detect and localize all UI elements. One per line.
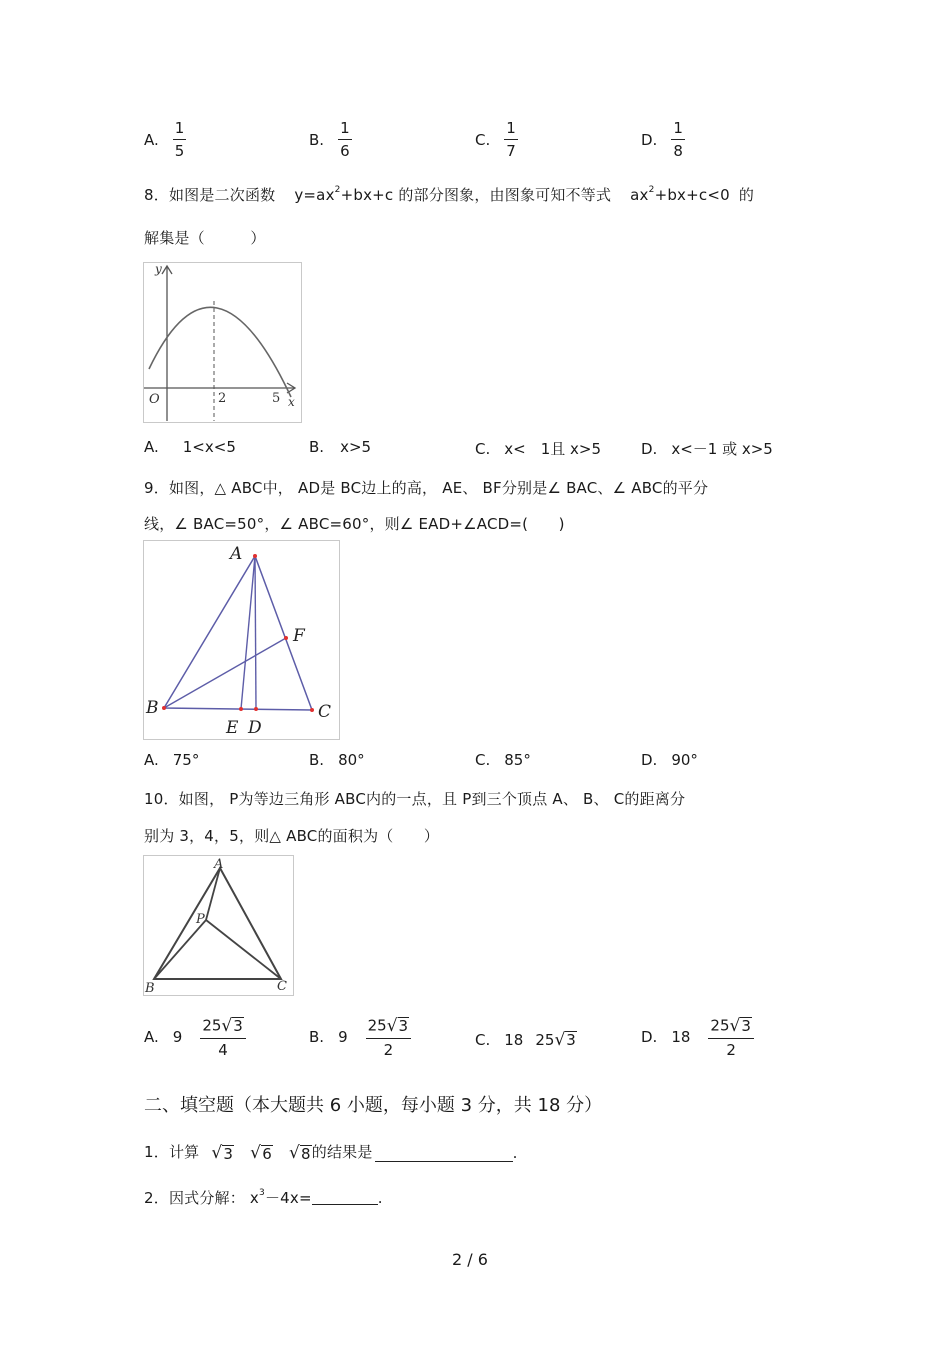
triangle-abc bbox=[164, 556, 312, 710]
fill1-prefix: 1．计算 bbox=[144, 1143, 200, 1161]
option-text: x<－1 或 x>5 bbox=[671, 440, 773, 458]
y-label: y bbox=[155, 263, 162, 276]
point-e bbox=[239, 707, 243, 711]
label-c: C bbox=[277, 979, 287, 994]
parabola-graph bbox=[144, 263, 301, 422]
radical-icon: √ bbox=[250, 1143, 262, 1163]
q8-option-a[interactable] bbox=[144, 438, 236, 456]
label-a: A bbox=[230, 544, 243, 564]
triangle-diagram bbox=[144, 541, 339, 739]
square-root bbox=[289, 1145, 312, 1163]
q8-text: 的部分图象，由图象可知不等式 bbox=[398, 186, 612, 204]
fill2-prefix: 2．因式分解： x bbox=[144, 1189, 259, 1207]
fill2-end: . bbox=[377, 1189, 383, 1207]
denominator: 2 bbox=[383, 1040, 394, 1059]
option-text: 85° bbox=[504, 751, 531, 769]
option-text: 75° bbox=[172, 751, 200, 769]
x-label: x bbox=[288, 395, 295, 409]
coefficient: 25 bbox=[710, 1016, 730, 1035]
radical-icon: √ bbox=[386, 1015, 398, 1036]
numerator: 1 bbox=[504, 121, 518, 140]
square-root bbox=[730, 1017, 752, 1035]
page-number: 2 / 6 bbox=[452, 1250, 488, 1269]
q10-option-b[interactable] bbox=[309, 1017, 411, 1058]
option-label: C. bbox=[475, 1031, 491, 1049]
denominator: 7 bbox=[506, 142, 516, 160]
equilateral-triangle-diagram bbox=[144, 856, 293, 995]
q8-formula: +bx+c<0 bbox=[654, 186, 730, 204]
bisector-bf bbox=[164, 638, 286, 708]
option-label: A. bbox=[144, 131, 159, 149]
label-a: A bbox=[214, 857, 224, 872]
q7-option-d[interactable] bbox=[641, 121, 685, 159]
option-label: C. bbox=[475, 131, 491, 149]
q8-option-d[interactable] bbox=[641, 438, 773, 459]
fraction bbox=[200, 1017, 245, 1058]
q8-text: 的 bbox=[738, 186, 755, 204]
option-label: D. bbox=[641, 1028, 658, 1047]
fraction bbox=[504, 121, 518, 159]
label-p: P bbox=[196, 912, 205, 927]
q8-stem-line1 bbox=[144, 184, 754, 205]
radicand: 3 bbox=[741, 1017, 751, 1035]
radical-icon: √ bbox=[221, 1015, 233, 1036]
segment-pb bbox=[154, 920, 206, 979]
origin-label: O bbox=[149, 392, 160, 407]
parabola-curve bbox=[149, 307, 291, 397]
fill-question-2 bbox=[144, 1187, 383, 1208]
radicand: 8 bbox=[301, 1144, 311, 1163]
bisector-ae bbox=[241, 556, 255, 709]
option-prefix: 18 bbox=[671, 1028, 691, 1047]
point-a bbox=[253, 554, 257, 558]
option-label: C. bbox=[475, 751, 491, 769]
option-label: D. bbox=[641, 131, 658, 149]
q10-option-c[interactable] bbox=[475, 1031, 577, 1049]
section-title-fill-blank: 二、填空题（本大题共 6 小题，每小题 3 分，共 18 分） bbox=[144, 1095, 603, 1116]
superscript: 2 bbox=[334, 185, 341, 195]
point-f bbox=[284, 636, 288, 640]
option-label: B. bbox=[309, 751, 325, 769]
point-b bbox=[162, 706, 166, 710]
fill1-suffix: 的结果是 bbox=[311, 1143, 373, 1161]
square-root bbox=[554, 1031, 576, 1049]
point-d bbox=[254, 707, 258, 711]
coefficient: 25 bbox=[535, 1031, 555, 1049]
label-d: D bbox=[248, 718, 262, 738]
fraction bbox=[708, 1017, 753, 1058]
coefficient: 25 bbox=[367, 1016, 387, 1035]
label-e: E bbox=[226, 718, 239, 738]
fraction bbox=[671, 121, 685, 159]
option-label: B. bbox=[309, 438, 325, 456]
q8-formula: ax bbox=[630, 186, 649, 204]
radical-icon: √ bbox=[729, 1015, 741, 1036]
option-label: C. bbox=[475, 439, 491, 458]
q8-option-c[interactable] bbox=[475, 438, 601, 459]
q7-option-b[interactable] bbox=[309, 121, 352, 159]
radicand: 3 bbox=[223, 1144, 234, 1163]
q9-option-d[interactable] bbox=[641, 751, 698, 769]
option-prefix: 9 bbox=[338, 1028, 348, 1047]
altitude-ad bbox=[255, 556, 256, 709]
q10-option-d[interactable] bbox=[641, 1017, 754, 1058]
radical-icon: √ bbox=[211, 1143, 223, 1163]
radical-icon: √ bbox=[554, 1029, 566, 1050]
q10-stem-line1: 10．如图， P为等边三角形 ABC内的一点，且 P到三个顶点 A、 B、 C的距离分 bbox=[144, 790, 686, 808]
q10-option-a[interactable] bbox=[144, 1017, 246, 1058]
option-text: 1<x<5 bbox=[182, 438, 236, 456]
label-b: B bbox=[145, 981, 155, 995]
square-root bbox=[221, 1017, 243, 1035]
label-c: C bbox=[318, 702, 332, 722]
q8-option-b[interactable] bbox=[309, 438, 371, 456]
superscript: 3 bbox=[259, 1188, 265, 1198]
numerator bbox=[708, 1017, 753, 1039]
q10-stem-line2: 别为 3，4，5，则△ ABC的面积为（ ） bbox=[144, 827, 440, 845]
q8-parabola-figure bbox=[143, 262, 302, 423]
fill-question-1 bbox=[144, 1141, 518, 1162]
option-text: x< 1且 x>5 bbox=[504, 440, 601, 458]
denominator: 5 bbox=[174, 142, 185, 160]
answer-blank[interactable] bbox=[375, 1161, 513, 1162]
denominator: 6 bbox=[340, 142, 350, 160]
option-prefix: 18 bbox=[504, 1031, 524, 1049]
coefficient: 25 bbox=[202, 1016, 222, 1035]
tick-label-2: 2 bbox=[218, 391, 227, 406]
superscript: 2 bbox=[648, 185, 655, 195]
option-label: A. bbox=[144, 438, 159, 456]
fill1-end: . bbox=[512, 1144, 518, 1162]
denominator: 2 bbox=[726, 1040, 736, 1059]
denominator: 4 bbox=[218, 1040, 228, 1059]
square-root bbox=[387, 1017, 409, 1035]
segment-pc bbox=[206, 920, 281, 979]
option-label: A. bbox=[144, 751, 159, 769]
q8-stem-line2: 解集是（ ） bbox=[144, 229, 266, 247]
numerator: 1 bbox=[173, 121, 187, 140]
triangle-abc bbox=[154, 868, 281, 979]
q10-triangle-figure bbox=[143, 855, 294, 996]
point-c bbox=[310, 708, 314, 712]
option-label: D. bbox=[641, 751, 658, 769]
q7-option-c[interactable] bbox=[475, 121, 518, 159]
label-f: F bbox=[293, 626, 305, 646]
q8-text: 8．如图是二次函数 bbox=[144, 186, 276, 204]
radicand: 3 bbox=[566, 1031, 576, 1050]
radicand: 6 bbox=[262, 1144, 272, 1163]
numerator: 1 bbox=[671, 121, 685, 140]
denominator: 8 bbox=[673, 142, 683, 160]
numerator bbox=[366, 1017, 411, 1039]
q9-stem-line2: 线，∠ BAC=50°，∠ ABC=60°，则∠ EAD+∠ACD=( ) bbox=[144, 515, 565, 533]
fill2-expression: －4x= bbox=[264, 1189, 312, 1207]
square-root bbox=[211, 1145, 234, 1163]
numerator: 1 bbox=[338, 121, 352, 140]
q7-option-a[interactable] bbox=[144, 121, 186, 159]
radicand: 3 bbox=[398, 1017, 409, 1035]
fraction bbox=[366, 1017, 411, 1058]
option-text: 90° bbox=[671, 751, 698, 769]
tick-label-5: 5 bbox=[272, 391, 281, 406]
fraction bbox=[338, 121, 352, 159]
q9-option-a[interactable] bbox=[144, 751, 199, 769]
option-label: D. bbox=[641, 439, 658, 458]
answer-blank[interactable] bbox=[312, 1204, 378, 1205]
q9-stem-line1: 9．如图，△ ABC中， AD是 BC边上的高， AE、 BF分别是∠ BAC、∠ ABC的平分 bbox=[144, 479, 709, 497]
option-label: B. bbox=[309, 131, 325, 149]
radicand: 3 bbox=[233, 1017, 243, 1035]
q8-formula: +bx+c bbox=[340, 186, 394, 204]
fraction bbox=[173, 121, 187, 159]
option-label: A. bbox=[144, 1028, 159, 1047]
option-text: 80° bbox=[338, 751, 365, 769]
option-label: B. bbox=[309, 1028, 325, 1047]
segment-pa bbox=[206, 868, 220, 920]
label-b: B bbox=[146, 698, 159, 718]
option-prefix: 9 bbox=[172, 1028, 183, 1047]
radical-icon: √ bbox=[288, 1143, 300, 1163]
numerator bbox=[200, 1017, 245, 1039]
q9-triangle-figure bbox=[143, 540, 340, 740]
square-root bbox=[250, 1145, 273, 1163]
option-text: x>5 bbox=[340, 438, 372, 456]
q9-option-c[interactable] bbox=[475, 751, 531, 769]
q8-formula: y=ax bbox=[294, 186, 335, 204]
q9-option-b[interactable] bbox=[309, 751, 365, 769]
